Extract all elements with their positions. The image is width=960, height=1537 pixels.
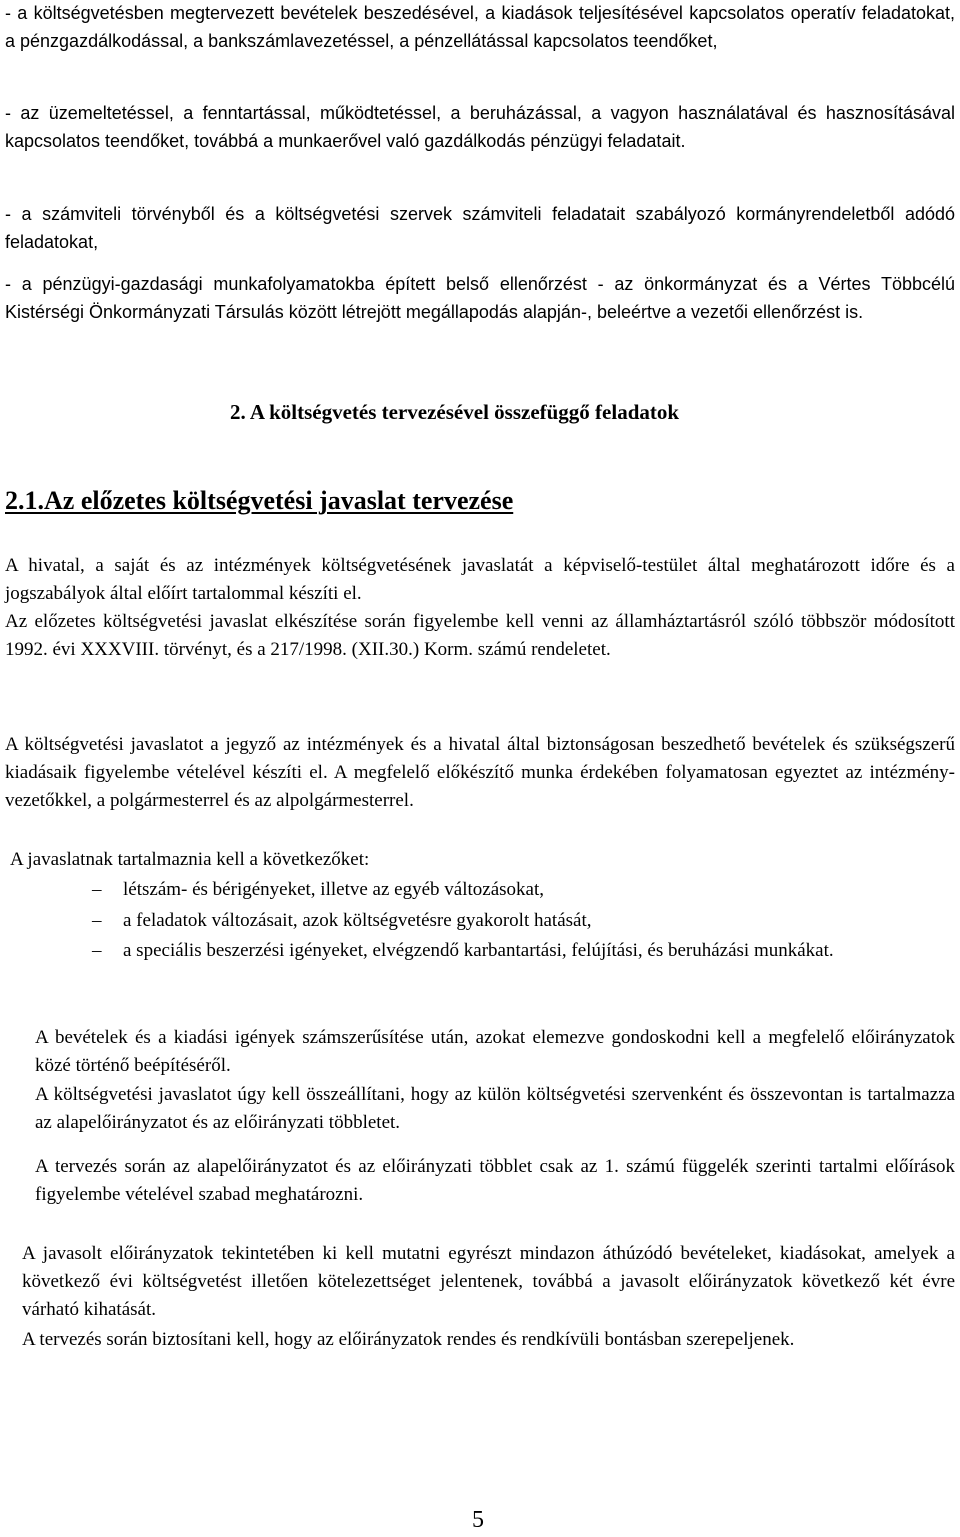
- paragraph-contents-intro: A javaslatnak tartalmaznia kell a következőket:: [10, 849, 370, 870]
- paragraph-internal-control: - a pénzügyi-gazdasági munkafolyamatokba épített belső ellenőrzést - az önkormányzat és a Vértes Többcélú Kistérségi Önkormányzati Társulás között létrejött megállapodás alapján-, beleértve a vezetői ellenőrzést is.: [5, 274, 955, 322]
- paragraph-base-appropriation: A tervezés során az alapelőirányzatot és az előirányzati többlet csak az 1. számú függelék szerinti tartalmi előírások figyelembe vételével szabad meghatározni.: [35, 1156, 955, 1205]
- paragraph-carryover: A javasolt előirányzatok tekintetében ki kell mutatni egyrészt mindazon áthúzódó bevételeket, kiadásokat, amelyek a következő évi költségvetést illetően kötelezettséget jelentenek, továbbá a javasolt előirányzatok következő két évre várható kihatását.: [22, 1243, 955, 1320]
- paragraph-compilation: A költségvetési javaslatot úgy kell összeállítani, hogy az külön költségvetési szervenként és összevontan is tartalmazza az alapelőirányzatot és az előirányzati többletet.: [35, 1084, 955, 1133]
- page-number: 5: [472, 1507, 484, 1533]
- paragraph-budget-proposal: A hivatal, a saját és az intézmények költségvetésének javaslatát a képviselő-testület által meghatározott időre és a jogszabályok által előírt tartalommal készíti el.: [5, 555, 955, 604]
- paragraph-operations-maintenance: - az üzemeltetéssel, a fenntartással, működtetéssel, a beruházással, a vagyon használatával és hasznosításával kapcsolatos teendőket, továbbá a munkaerővel való gazdálkodás pénzügyi feladatait.: [5, 103, 955, 151]
- list-item-text: létszám- és bérigényeket, illetve az egyéb változásokat,: [123, 879, 544, 900]
- list-item-text: a speciális beszerzési igényeket, elvégzendő karbantartási, felújítási, és beruházási munkákat.: [123, 940, 834, 961]
- paragraph-legal-basis: Az előzetes költségvetési javaslat elkészítése során figyelembe kell venni az államháztartásról szóló többször módosított 1992. évi XXXVIII. törvényt, és a 217/1998. (XII.30.) Korm. számú rendeletet.: [5, 611, 955, 660]
- paragraph-accounting-law: - a számviteli törvényből és a költségvetési szervek számviteli feladatait szabályozó kormányrendeletből adódó feladatokat,: [5, 204, 955, 252]
- paragraph-quantification: A bevételek és a kiadási igények számszerűsítése után, azokat elemezve gondoskodni kell a megfelelő előirányzatok közé történő beépítéséről.: [35, 1027, 955, 1076]
- section-heading: 2. A költségvetés tervezésével összefüggő feladatok: [230, 400, 680, 424]
- subsection-heading: [5, 485, 513, 517]
- dash-bullet: –: [92, 879, 102, 900]
- subsection-heading-text: 2.1.Az előzetes költségvetési javaslat tervezése: [5, 486, 514, 515]
- paragraph-breakdown: A tervezés során biztosítani kell, hogy az előirányzatok rendes és rendkívüli bontásban szerepeljenek.: [22, 1329, 795, 1350]
- dash-bullet: –: [92, 910, 102, 931]
- list-item-text: a feladatok változásait, azok költségvetésre gyakorolt hatását,: [123, 910, 592, 931]
- paragraph-operational-tasks: - a költségvetésben megtervezett bevételek beszedésével, a kiadások teljesítésével kapcsolatos operatív feladatokat, a pénzgazdálkodással, a bankszámlavezetéssel, a pénzellátással kapcsolatos teendőket,: [5, 3, 955, 51]
- dash-bullet: –: [92, 940, 102, 961]
- paragraph-notary-role: A költségvetési javaslatot a jegyző az intézmények és a hivatal által biztonságosan beszedhető bevételek és szükségszerű kiadásaik figyelembe vételével készíti el. A megfelelő előkészítő munka érdekében folyamatosan egyeztet az intézmény-vezetőkkel, a polgármesterrel és az alpolgármesterrel.: [5, 734, 955, 811]
